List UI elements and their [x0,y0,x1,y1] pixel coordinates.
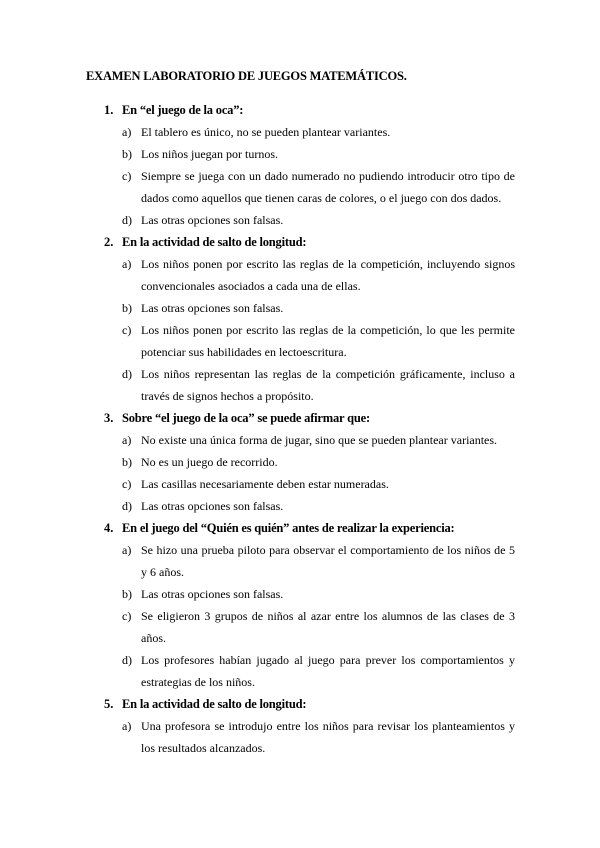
question-text: Sobre “el juego de la oca” se puede afirmar que: [122,411,370,425]
option-letter: b) [122,587,132,601]
option-letter: c) [122,323,132,337]
answer-option [0,605,600,649]
option-text: Los niños juegan por turnos. [141,147,278,161]
answer-option [0,121,600,143]
answer-option [0,649,600,693]
question-heading [0,517,600,539]
option-text: Los niños ponen por escrito las reglas de la competición, lo que les permite potenciar sus habilidades en lectoescritura. [141,323,515,359]
option-letter: b) [122,301,132,315]
question-heading [0,407,600,429]
option-letter: c) [122,477,132,491]
option-text: Se eligieron 3 grupos de niños al azar entre los alumnos de las clases de 3 años. [141,609,515,645]
answer-option [0,583,600,605]
question-heading [0,693,600,715]
option-text: Los niños representan las reglas de la competición gráficamente, incluso a través de signos hechos a propósito. [141,367,515,403]
option-letter: a) [122,543,132,557]
option-text: Los profesores habían jugado al juego para prever los comportamientos y estrategias de los niños. [141,653,515,689]
option-text: Una profesora se introdujo entre los niños para revisar los planteamientos y los resultados alcanzados. [141,719,515,755]
option-letter: d) [122,653,132,667]
option-letter: d) [122,367,132,381]
option-letter: a) [122,433,132,447]
option-letter: b) [122,455,132,469]
question-number: 5. [104,697,114,711]
question-1 [0,99,600,231]
option-letter: c) [122,609,132,623]
option-letter: a) [122,257,132,271]
option-text: Las otras opciones son falsas. [141,499,284,513]
question-number: 1. [104,103,114,117]
option-text: Las otras opciones son falsas. [141,587,284,601]
question-2 [0,231,600,407]
answer-option [0,143,600,165]
option-text: Se hizo una prueba piloto para observar el comportamiento de los niños de 5 y 6 años. [141,543,515,579]
option-text: El tablero es único, no se pueden plantear variantes. [141,125,391,139]
option-letter: c) [122,169,132,183]
answer-option [0,539,600,583]
question-number: 2. [104,235,114,249]
option-letter: d) [122,213,132,227]
answer-option [0,451,600,473]
option-letter: b) [122,147,132,161]
answer-option [0,429,600,451]
question-3 [0,407,600,517]
option-letter: a) [122,125,132,139]
option-letter: d) [122,499,132,513]
exam-title: EXAMEN LABORATORIO DE JUEGOS MATEMÁTICOS. [86,69,407,83]
answer-option [0,715,600,759]
question-4 [0,517,600,693]
question-number: 3. [104,411,114,425]
answer-option [0,165,600,209]
question-text: En la actividad de salto de longitud: [122,697,307,711]
answer-option [0,473,600,495]
option-text: No es un juego de recorrido. [141,455,278,469]
answer-option [0,253,600,297]
option-text: Siempre se juega con un dado numerado no pudiendo introducir otro tipo de dados como aquellos que tienen caras de colores, o el juego con dos dados. [141,169,515,205]
option-text: Las casillas necesariamente deben estar numeradas. [141,477,389,491]
answer-option [0,209,600,231]
answer-option [0,495,600,517]
question-number: 4. [104,521,114,535]
option-text: Las otras opciones son falsas. [141,301,284,315]
question-text: En la actividad de salto de longitud: [122,235,307,249]
option-letter: a) [122,719,132,733]
answer-option [0,297,600,319]
question-5 [0,693,600,759]
question-text: En el juego del “Quién es quién” antes de realizar la experiencia: [122,521,455,535]
option-text: Las otras opciones son falsas. [141,213,284,227]
answer-option [0,363,600,407]
answer-option [0,319,600,363]
question-text: En “el juego de la oca”: [122,103,244,117]
option-text: No existe una única forma de jugar, sino que se pueden plantear variantes. [141,433,498,447]
question-heading [0,231,600,253]
option-text: Los niños ponen por escrito las reglas de la competición, incluyendo signos convencionales asociados a cada una de ellas. [141,257,515,293]
question-list [0,99,600,759]
question-heading [0,99,600,121]
